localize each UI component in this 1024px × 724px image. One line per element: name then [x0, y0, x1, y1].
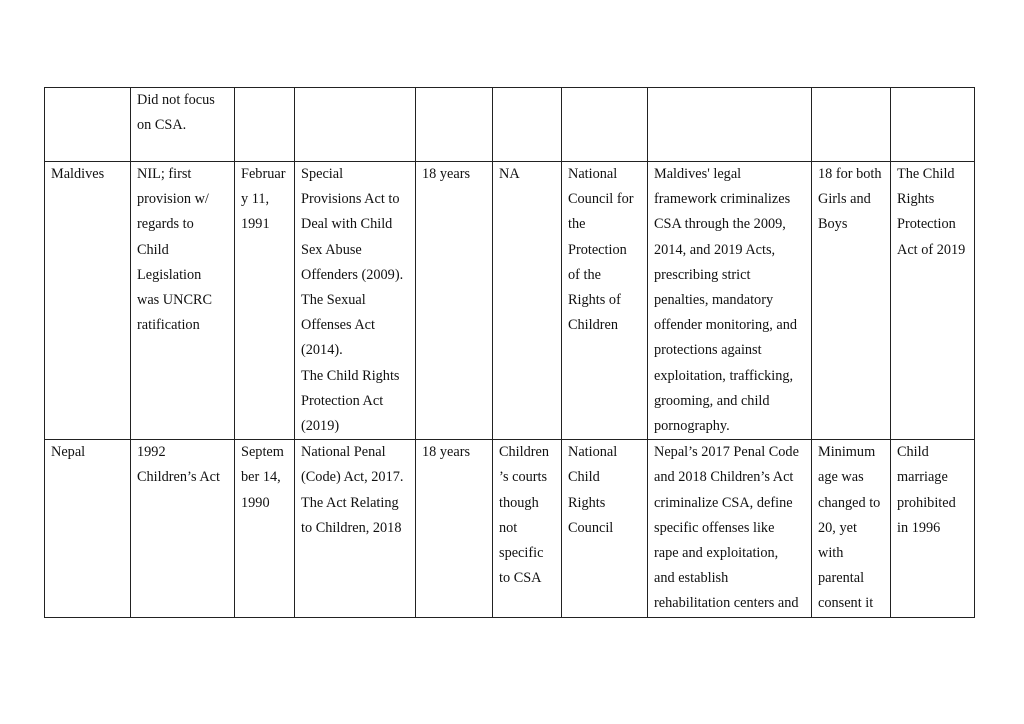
cell-text-line: consent it	[818, 595, 874, 612]
cell-text-line: Child	[137, 241, 169, 258]
table-cell-legal-framework-summary	[648, 440, 812, 617]
cell-text-line: Legislation	[137, 266, 202, 283]
cell-text-line: The Sexual	[301, 292, 366, 309]
table-cell-legislation	[295, 440, 416, 617]
cell-text-line: 2014, and 2019 Acts,	[654, 241, 776, 258]
cell-text-line: Maldives	[51, 166, 105, 182]
cell-text-line: (2014).	[301, 342, 343, 359]
cell-text-line: Offenders (2009).	[301, 266, 404, 283]
table-cell-legislation	[295, 88, 416, 162]
table-cell-uncrc-ratification	[235, 88, 295, 162]
cell-text-line: Special	[301, 166, 344, 182]
cell-text-line: Maldives' legal	[654, 166, 742, 182]
cell-text-line: Minimum	[818, 444, 876, 461]
cell-text-line: Child	[897, 444, 929, 461]
table-cell-child-marriage-law	[891, 88, 975, 162]
cell-text-line: Nepal	[51, 444, 86, 461]
cell-text-line: protections against	[654, 342, 762, 359]
cell-text-line: with	[818, 545, 844, 562]
cell-text-line: 18 years	[422, 166, 471, 182]
cell-text-line: exploitation, trafficking,	[654, 367, 794, 384]
cell-text-line: Act of 2019	[897, 241, 966, 258]
cell-text-line: National	[568, 166, 618, 182]
cell-text-line: on CSA.	[137, 117, 187, 134]
table-cell-special-courts	[493, 162, 562, 440]
table-cell-age-of-consent	[416, 88, 493, 162]
table-body	[45, 88, 975, 618]
cell-text-line: Council for	[568, 191, 634, 208]
cell-text-line: grooming, and child	[654, 392, 770, 409]
cell-text-line: Deal with Child	[301, 216, 393, 233]
cell-text-line: ’s courts	[499, 469, 548, 486]
cell-text-line: Rights	[897, 191, 935, 208]
cell-text-line: The Child	[897, 166, 955, 182]
cell-text-line: of the	[568, 266, 601, 283]
table-cell-uncrc-ratification	[235, 162, 295, 440]
cell-text-line: Children	[499, 444, 550, 461]
cell-text-line: age was	[818, 469, 864, 486]
cell-text-line: Provisions Act to	[301, 191, 400, 208]
cell-text-line: CSA through the 2009,	[654, 216, 786, 233]
cell-text-line: framework criminalizes	[654, 191, 791, 208]
cell-text-line: the	[568, 216, 586, 233]
cell-text-line: National Penal	[301, 444, 386, 461]
cell-text-line: NA	[499, 166, 520, 182]
table-cell-uncrc-ratification	[235, 440, 295, 617]
table-cell-country	[45, 440, 131, 617]
table-cell-national-body	[562, 162, 648, 440]
cell-text-line: parental	[818, 570, 865, 587]
cell-text-line: 1991	[241, 216, 270, 233]
cell-text-line: was UNCRC	[137, 292, 213, 309]
cell-text-line: Boys	[818, 216, 848, 233]
table-row	[45, 88, 975, 162]
cell-text-line: Protection	[568, 241, 627, 258]
cell-text-line: Children	[568, 317, 619, 334]
cell-text-line: y 11,	[241, 191, 270, 208]
cell-text-line: and establish	[654, 570, 729, 587]
cell-text-line: 18 for both	[818, 166, 882, 182]
table-cell-age-of-consent	[416, 440, 493, 617]
table-cell-csa-policy	[131, 88, 235, 162]
cell-text-line: Child	[568, 469, 600, 486]
cell-text-line: 1992	[137, 444, 166, 461]
cell-text-line: (2019)	[301, 418, 340, 435]
cell-text-line: provision w/	[137, 191, 209, 208]
table-cell-special-courts	[493, 88, 562, 162]
cell-text-line: to CSA	[499, 570, 542, 587]
table-cell-age-of-consent	[416, 162, 493, 440]
table-cell-marriage-age	[812, 88, 891, 162]
table-cell-national-body	[562, 88, 648, 162]
cell-text-line: Rights of	[568, 292, 621, 309]
cell-text-line: prescribing strict	[654, 266, 751, 283]
cell-text-line: not	[499, 519, 518, 536]
table-cell-legal-framework-summary	[648, 162, 812, 440]
table-cell-country	[45, 162, 131, 440]
cell-text-line: specific	[499, 545, 544, 562]
cell-text-line: changed to	[818, 494, 881, 511]
cell-text-line: Council	[568, 519, 614, 536]
cell-text-line: Children’s Act	[137, 469, 220, 486]
cell-text-line: The Child Rights	[301, 367, 400, 384]
cell-text-line: to Children, 2018	[301, 519, 402, 536]
table-cell-child-marriage-law	[891, 162, 975, 440]
cell-text-line: specific offenses like	[654, 519, 775, 536]
table-cell-csa-policy	[131, 440, 235, 617]
cell-text-line: criminalize CSA, define	[654, 494, 793, 511]
table-cell-marriage-age	[812, 162, 891, 440]
table-cell-national-body	[562, 440, 648, 617]
cell-text-line: National	[568, 444, 618, 461]
table-cell-marriage-age	[812, 440, 891, 617]
cell-text-line: Offenses Act	[301, 317, 375, 334]
table-row	[45, 440, 975, 617]
table-cell-country	[45, 88, 131, 162]
cell-text-line: (Code) Act, 2017.	[301, 469, 404, 486]
cell-text-line: Sex Abuse	[301, 241, 362, 258]
cell-text-line: in 1996	[897, 519, 941, 536]
cell-text-line: and 2018 Children’s Act	[654, 469, 794, 486]
cell-text-line: ber 14,	[241, 469, 281, 486]
cell-text-line: Protection Act	[301, 392, 384, 409]
cell-text-line: rape and exploitation,	[654, 545, 779, 562]
cell-text-line: 1990	[241, 494, 270, 511]
table-cell-special-courts	[493, 440, 562, 617]
cell-text-line: regards to	[137, 216, 194, 233]
cell-text-line: Nepal’s 2017 Penal Code	[654, 444, 799, 461]
cell-text-line: marriage	[897, 469, 948, 486]
cell-text-line: Rights	[568, 494, 606, 511]
cell-text-line: Septem	[241, 444, 284, 461]
cell-text-line: 20, yet	[818, 519, 857, 536]
cell-text-line: Did not focus	[137, 92, 215, 108]
cell-text-line: Girls and	[818, 191, 871, 208]
table-row	[45, 162, 975, 440]
legislation-table	[44, 87, 975, 618]
cell-text-line: pornography.	[654, 418, 730, 435]
table-cell-child-marriage-law	[891, 440, 975, 617]
cell-text-line: rehabilitation centers and	[654, 595, 799, 612]
cell-text-line: Februar	[241, 166, 286, 182]
table-cell-legal-framework-summary	[648, 88, 812, 162]
cell-text-line: ratification	[137, 317, 200, 334]
table-cell-legislation	[295, 162, 416, 440]
cell-text-line: NIL; first	[137, 166, 192, 182]
cell-text-line: Protection	[897, 216, 956, 233]
cell-text-line: penalties, mandatory	[654, 292, 774, 309]
cell-text-line: though	[499, 494, 539, 511]
cell-text-line: offender monitoring, and	[654, 317, 798, 334]
table-cell-csa-policy	[131, 162, 235, 440]
cell-text-line: The Act Relating	[301, 494, 399, 511]
cell-text-line: prohibited	[897, 494, 956, 511]
cell-text-line: 18 years	[422, 444, 471, 461]
